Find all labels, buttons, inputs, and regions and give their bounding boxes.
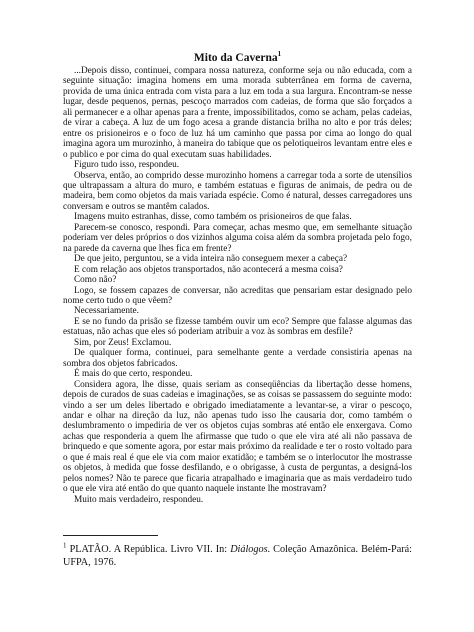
paragraph: Figuro tudo isso, respondeu. — [74, 160, 180, 171]
paragraph: Sim, por Zeus! Exclamou. — [74, 337, 172, 348]
paragraph: É mais do que certo, respondeu. — [74, 369, 193, 380]
paragraph: Parecem-se conosco, respondi. Para começar, achas mesmo que, em semelhante situação poderiam ver deles próprios o dos vizinhos alguma coisa além da sombra projetada pelo fogo, na parede da caverna que lhes fica em frente? — [63, 222, 412, 254]
paragraph: Observa, então, ao comprido desse murozinho homens a carregar toda a sorte de utensílios que ultrapassam a altura do muro, e também estatuas e figuras de animais, de pedra ou de madeira, bem como objetos da mais variada espécie. Como é natural, desses carregadores uns conversam e outros se mantêm calados. — [63, 170, 412, 212]
footnote — [63, 541, 412, 569]
paragraph: Logo, se fossem capazes de conversar, não acreditas que pensariam estar designado pelo nome certo tudo o que vêem? — [63, 285, 412, 306]
paragraph: ...Depois disso, continuei, compara nossa natureza, conforme seja ou não educada, com a seguinte situação: imagina homens em uma morada subterrânea em forma de caverna, provida de uma única entrada com vista para a luz em toda a sua largura. Encontram-se nesse lugar, desde pequenos, pernas, pescoço marrados com cadeias, de forma que são forçados a ali permanecer e a olhar apenas para a frente, impossibilitados, como se acham, pelas cadeias, de virar a cabeça. A luz de um fogo acesa a grande distancia brilha no alto e por trás deles; entre os prisioneiros e o foco de luz há um caminho que passa por cima ao longo do qual imagina agora um murozinho, à maneira do tabique que os pelotiqueiros levantam entre eles e o publico e por cima do qual executam suas habilidades. — [63, 66, 412, 160]
paragraph: E com relação aos objetos transportados, não acontecerá a mesma coisa? — [74, 264, 343, 275]
paragraph: Imagens muito estranhas, disse, como também os prisioneiros de que falas. — [74, 212, 352, 223]
footnote-separator — [63, 535, 158, 536]
paragraph: Considera agora, lhe disse, quais seriam as conseqüências da libertação desse homens, depois de curados de suas cadeias e imaginações, se as coisas se passassem do seguinte modo: vindo a ser um deles libertado e obrigado imediatamente a levantar-se, a virar o pescoço, andar e olhar na direção da luz, não apenas tudo isso lhe causaria dor, como também o deslumbramento o impediria de ver os objetos cujas sombras até então ele enxergava. Como achas que responderia a quem lhe afirmasse que tudo o que ele vira até ali não passava de brinquedo e que somente agora, por estar mais próximo da realidade e ter o rosto voltado para o que é mais real é que ele via com maior exatidão; e também se o interlocutor lhe mostrasse os objetos, à medida que fosse desfilando, e o obrigasse, à custa de perguntas, a designá-los pelos nomes? Não te parece que ficaria atrapalhado e imaginaria que as mais verdadeiro tudo o que ele vira até então do que quanto naquele instante lhe mostravam? — [63, 379, 412, 495]
paragraph: De qualquer forma, continuei, para semelhante gente a verdade consistiria apenas na sombra dos objetos fabricados. — [63, 348, 412, 369]
paragraph: Muito mais verdadeiro, respondeu. — [74, 494, 204, 505]
footnote-italic-title: Diálogos — [230, 544, 268, 555]
paragraph: De que jeito, perguntou, se a vida inteira não conseguem mexer a cabeça? — [74, 254, 348, 265]
footnote-text-before: PLATÃO. A República. Livro VII. In: — [69, 544, 231, 555]
title-footnote-marker: 1 — [277, 50, 282, 59]
title-text: Mito da Caverna — [193, 52, 278, 64]
footnote-text-after: . Coleção Amazônica. Belém-Pará: UFPA, 1976. — [63, 544, 412, 568]
document-body — [63, 66, 412, 505]
paragraph: Como não? — [74, 275, 117, 286]
footnote-marker: 1 — [63, 541, 67, 550]
page-title — [63, 52, 412, 65]
paragraph: E se no fundo da prisão se fizesse também ouvir um eco? Sempre que falasse algumas das estatuas, não achas que eles só poderiam atribuir a voz às sombras em desfile? — [63, 316, 412, 338]
paragraph: Necessariamente. — [74, 306, 139, 317]
